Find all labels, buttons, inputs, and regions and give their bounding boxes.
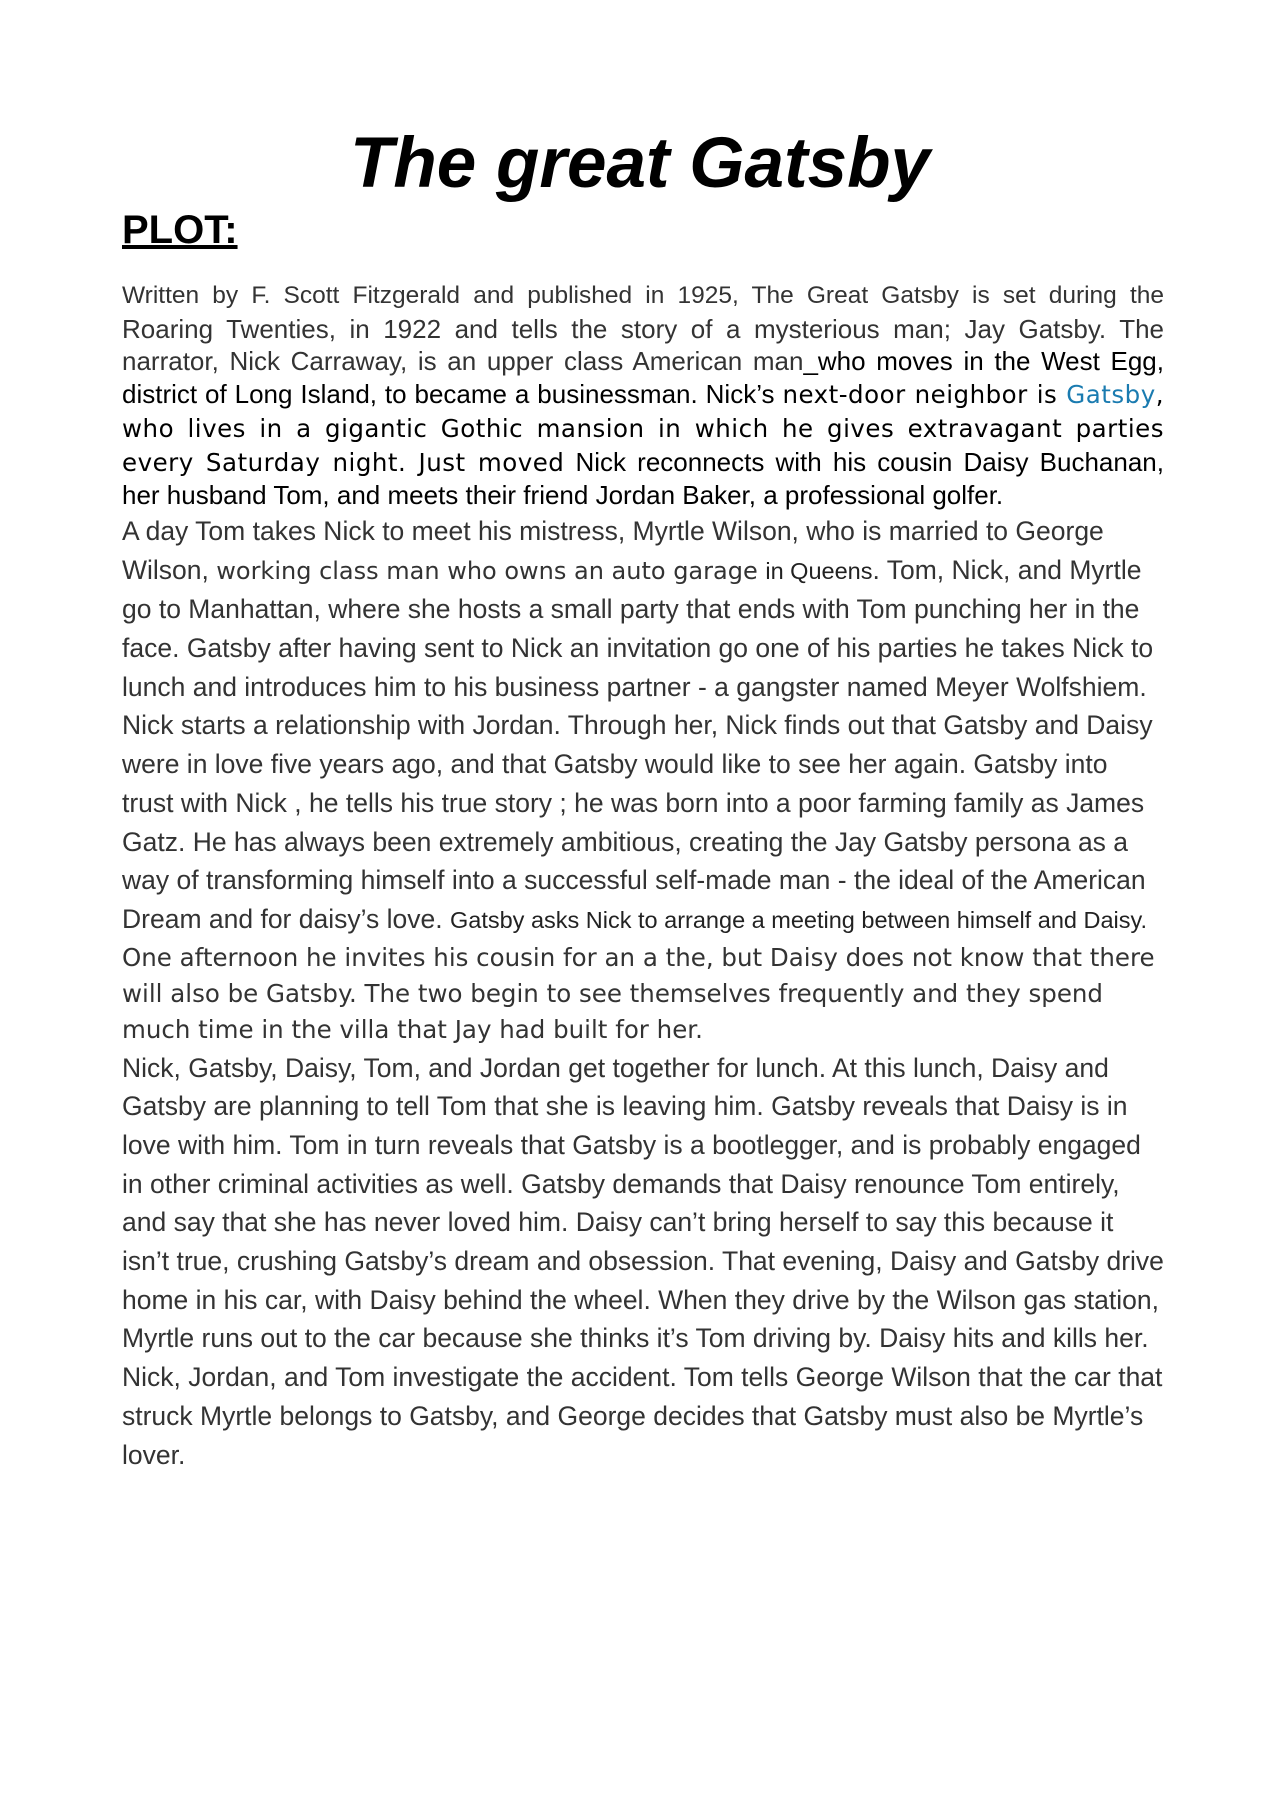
relationship-text-a: Nick starts a relationship with Jordan. Through her, Nick finds out that Gatsby and Daisy were in love five years ago, and that Gatsby would like to see her again. Gatsby into trust with Nick , he tells his true story ; he was born into a poor farming family as James Gatz. He has always been extremely ambitious, creating the Jay Gatsby persona as a way of transforming himself into a successful self-made man - the ideal of the American Dream and for daisy’s love.: [122, 710, 1153, 934]
gatsby-link[interactable]: Gatsby: [1066, 380, 1156, 410]
mistress-text-a: A day Tom takes Nick to meet his mistress, Myrtle Wilson, who is married to George Wilson,: [122, 515, 1104, 585]
document-title: The great Gatsby: [350, 124, 930, 203]
paragraph-mistress: [122, 512, 1164, 707]
intro-text-b: Roaring Twenties, in 1922 and tells the story of a mysterious man; Jay Gatsby. The narrator, Nick Carraway, is an upper class American man: [122, 313, 1164, 377]
mistress-text-c: in Queens: [765, 557, 873, 584]
mistress-text-d: . Tom, Nick, and Myrtle go to Manhattan, where she hosts a small party that ends with Tom punching her in the face. Gatsby after having sent to Nick an invitation go one of his parties he takes Nick to lunch and introduces him to his business partner - a gangster named Meyer Wolfshiem.: [122, 554, 1154, 702]
intro-text-d: next-door neighbor is: [782, 380, 1067, 410]
paragraph-accident: Nick, Jordan, and Tom investigate the accident. Tom tells George Wilson that the car that struck Myrtle belongs to Gatsby, and George decides that Gatsby must also be Myrtle’s lover.: [122, 1362, 1163, 1470]
mistress-text-b: working class man who owns an auto garage: [216, 556, 766, 585]
intro-text-a: Written by F. Scott Fitzgerald and published in 1925, The Great Gatsby is set during the: [122, 282, 1164, 309]
intro-text-c: _who moves in the West Egg, district of Long Island, to became a businessman. Nick’s: [122, 346, 1164, 410]
intro-text-f: , who lives in a gigantic Gothic mansion in which he gives extravagant parties every Saturday night. Just moved: [122, 380, 1164, 477]
paragraph-lunch: Nick, Gatsby, Daisy, Tom, and Jordan get together for lunch. At this lunch, Daisy and Gatsby are planning to tell Tom that she is leaving him. Gatsby reveals that Daisy is in love with him. Tom in turn reveals that Gatsby is a bootlegger, and is probably engaged in other criminal activities as well. Gatsby demands that Daisy renounce Tom entirely, and say that she has never loved him. Daisy can’t bring herself to say this because it isn’t true, crushing Gatsby’s dream and obsession. That evening, Daisy and Gatsby drive home in his car, with Daisy behind the wheel. When they drive by the Wilson gas station, Myrtle runs out to the car because she thinks it’s Tom driving by. Daisy hits and kills her.: [122, 1052, 1164, 1354]
paragraph-relationship-cont: [122, 940, 1164, 1049]
relationship-text-b: Gatsby asks Nick to arrange a meeting between himself and Daisy.: [449, 906, 1148, 933]
paragraph-intro: [122, 278, 1164, 512]
relationship-text-c: One afternoon he invites his cousin for an a the, but Daisy does not know that there will also be Gatsby. The two begin to see themselves frequently and they spend much time in the villa that Jay had built for her.: [122, 942, 1155, 1045]
paragraph-relationship: [122, 706, 1164, 939]
intro-text-g: Nick reconnects with his cousin Daisy Buchanan, her husband Tom, and meets their friend Jordan Baker, a professional golfer.: [122, 446, 1164, 511]
document-body: [122, 278, 1164, 1474]
section-heading: PLOT:: [122, 208, 238, 252]
